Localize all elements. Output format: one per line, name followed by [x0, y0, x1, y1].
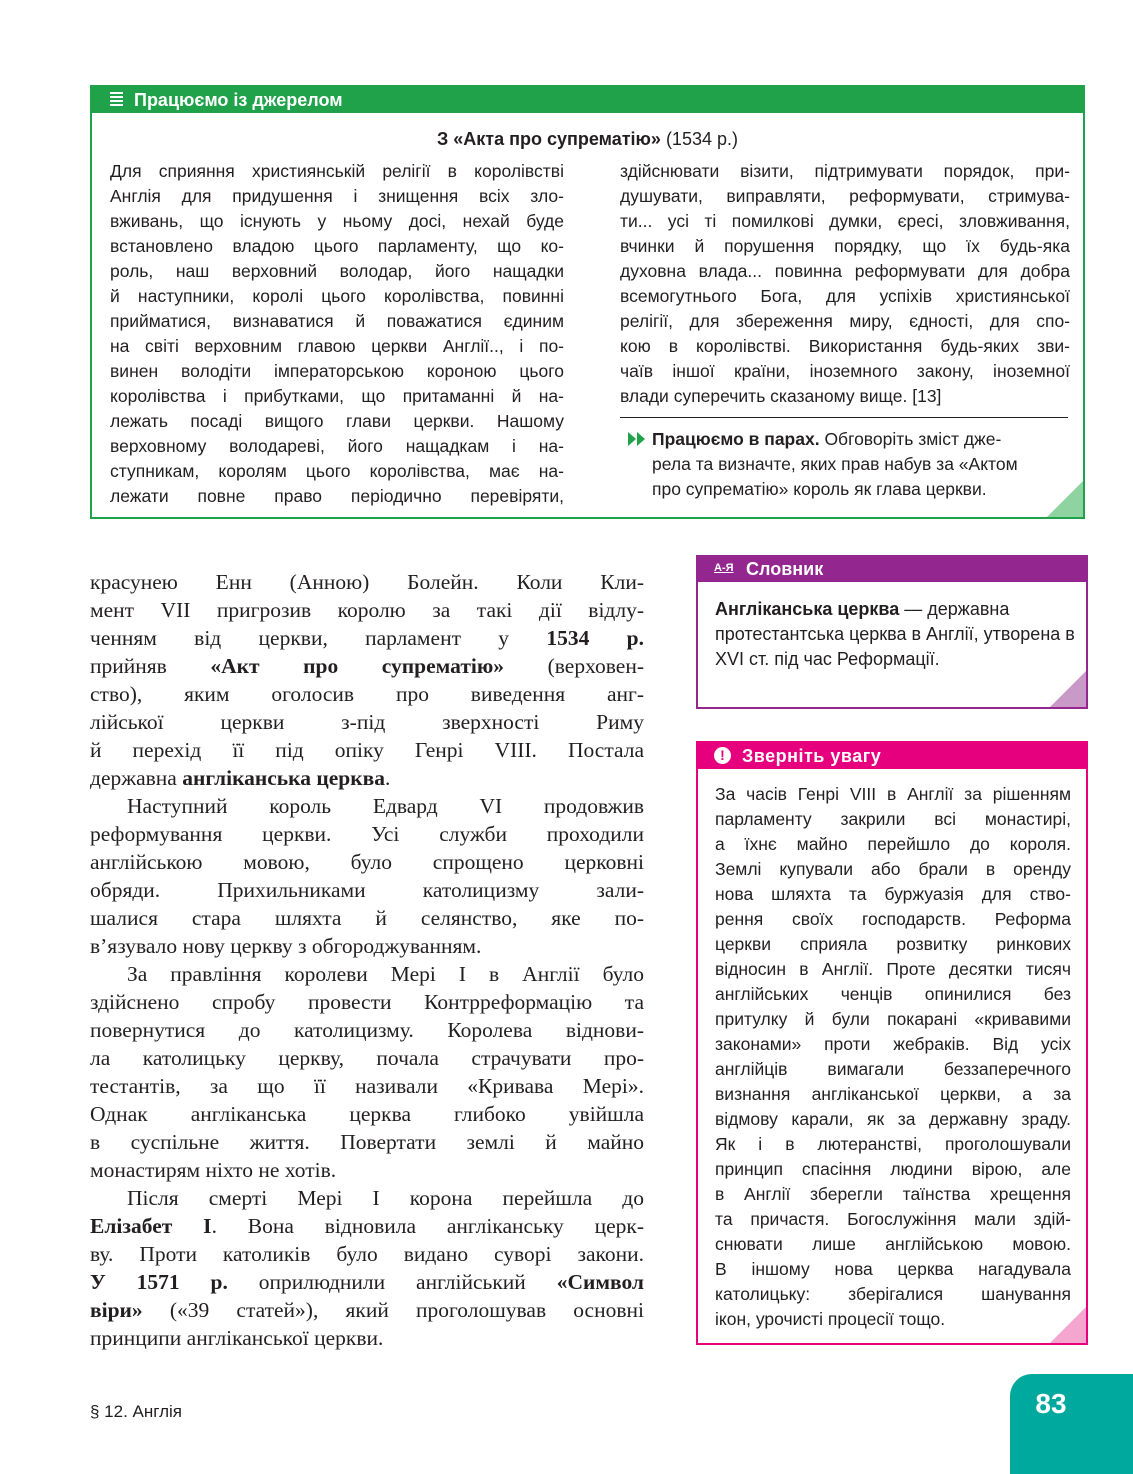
- attention-line: англійців вимагали беззаперечного: [715, 1059, 1071, 1079]
- paragraph-line: [90, 708, 644, 736]
- source-title: [92, 129, 1083, 150]
- paragraph-line: англійською мовою, було спрощено церковні: [90, 850, 644, 874]
- source-line: духовна влада... повинна реформувати для добра: [620, 261, 1070, 281]
- paragraph-line: [90, 1268, 644, 1296]
- corner-decoration: [1050, 1307, 1086, 1343]
- attention-box: [696, 741, 1088, 1345]
- text-run: прийняв: [90, 654, 211, 678]
- text-run: Після смерті Мері I корона перейшла до: [127, 1186, 644, 1210]
- source-line: ти... усі ті помилкові думки, єресі, зловживання,: [620, 211, 1070, 231]
- paragraph-line: [90, 736, 644, 764]
- attention-line: рення своїх господарств. Реформа: [715, 909, 1071, 929]
- source-line: душувати, виправляти, реформувати, стримува-: [620, 186, 1070, 206]
- page-number: 83: [1035, 1388, 1067, 1419]
- source-line: прийматися, визнаватися й поважатися єдиним: [110, 311, 564, 331]
- bold-term: У 1571 р.: [90, 1270, 228, 1294]
- paragraph-line: [90, 1240, 644, 1268]
- attention-line: снювати лише англійською мовою.: [715, 1234, 1071, 1254]
- source-line: винен володіти імператорською короною цього: [110, 361, 564, 381]
- paragraph-line: [90, 1184, 644, 1212]
- text-run: ство), яким оголосив про виведення анг-: [90, 682, 644, 706]
- page-number-tab: [1010, 1374, 1133, 1474]
- glossary-entry: [715, 597, 1075, 672]
- source-line: влади суперечить сказаному вище. [13]: [620, 386, 942, 406]
- text-run: («39 статей»), який проголошував основні: [142, 1298, 644, 1322]
- attention-line: В іншому нова церква нагадувала: [715, 1259, 1071, 1279]
- paragraph-line: в суспільне життя. Повертати землі й майно: [90, 1130, 644, 1154]
- corner-decoration: [1047, 481, 1083, 517]
- source-line: королівства і прибутками, що притаманні й на-: [110, 386, 564, 406]
- source-line: встановлено владою цього парламенту, що ко-: [110, 236, 564, 256]
- text-run: красунею Енн (Анною) Болейн. Коли Кли-: [90, 570, 644, 594]
- attention-line: притулку й були покарані «кривавими: [715, 1009, 1071, 1029]
- text-run: принципи англіканської церкви.: [90, 1326, 384, 1350]
- attention-header: [698, 743, 1086, 769]
- source-header-title: Працюємо із джерелом: [134, 90, 343, 110]
- attention-line: принцип спасіння людини вірою, але: [715, 1159, 1071, 1179]
- divider: [620, 417, 1068, 418]
- attention-line: визнання англіканської церкви, а за: [715, 1084, 1071, 1104]
- attention-line: а їхнє майно перейшло до короля.: [715, 834, 1071, 854]
- attention-title: Зверніть увагу: [742, 746, 882, 766]
- paragraph-line: шалися стара шляхта й селянство, яке по-: [90, 906, 644, 930]
- attention-line: англійських ченців опинилися без: [715, 984, 1071, 1004]
- source-line: й наступники, королі цього королівства, повинні: [110, 286, 564, 306]
- attention-line: Як і в лютеранстві, проголошували: [715, 1134, 1071, 1154]
- glossary-title: Словник: [746, 559, 824, 579]
- paragraph-line: [90, 680, 644, 708]
- double-arrow-icon: [628, 432, 648, 446]
- source-line: Для сприяння християнській релігії в королівстві: [110, 161, 564, 181]
- pair-work-text: рела та визначте, яких прав набув за «Актом: [652, 454, 1018, 474]
- paragraph-line: тестантів, за що її називали «Кривава Мері».: [90, 1074, 644, 1098]
- attention-line: парламенту закрили всі монастирі,: [715, 809, 1071, 829]
- paragraph-line: Однак англіканська церква глибоко увійшла: [90, 1102, 644, 1126]
- main-text: [90, 568, 644, 1352]
- paragraph-line: [90, 764, 644, 792]
- source-line: роль, наш верховний володар, його нащадки: [110, 261, 564, 281]
- dictionary-icon: А-Я: [714, 562, 734, 574]
- paragraph-line: монастирям ніхто не хотів.: [90, 1158, 337, 1182]
- bold-term: «Акт про супрематію»: [210, 654, 505, 678]
- attention-line: в Англії зберегли таїнства хрещення: [715, 1184, 1071, 1204]
- text-run: й перехід її під опіку Генрі VIII. Постала: [90, 738, 644, 762]
- paragraph-line: [90, 596, 644, 624]
- glossary-term: Англіканська церква: [715, 599, 900, 619]
- attention-line: Землі купували або брали в оренду: [715, 859, 1071, 879]
- paragraph-line: обряди. Прихильниками католицизму зали-: [90, 878, 644, 902]
- text-run: (верховен-: [504, 654, 644, 678]
- text-run: державна: [90, 766, 183, 790]
- source-line: Англія для придушення і знищення всіх зло-: [110, 186, 564, 206]
- source-line: здійснювати візити, підтримувати порядок, при-: [620, 161, 1070, 181]
- text-run: оприлюднили англійський: [227, 1270, 557, 1294]
- paragraph-line: [90, 1212, 644, 1240]
- attention-line: ікон, урочисті процесії тощо.: [715, 1309, 946, 1329]
- pair-work-label: Працюємо в парах.: [652, 429, 820, 449]
- bold-term: «Символ: [556, 1270, 644, 1294]
- source-line: вживань, що існують у ньому досі, нехай буде: [110, 211, 564, 231]
- text-run: ву. Проти католиків було видано суворі закони.: [90, 1242, 644, 1266]
- glossary-box: [696, 555, 1088, 709]
- attention-line: відносин в Англії. Проте десятки тисяч: [715, 959, 1071, 979]
- glossary-definition: — державна протестантська церква в Англії, утворена в XVI ст. під час Реформації.: [715, 599, 1075, 669]
- paragraph-line: [90, 568, 644, 596]
- document-icon: [110, 92, 123, 108]
- paragraph-line: повернутися до католицизму. Королева віднови-: [90, 1018, 644, 1042]
- source-line: ступникам, королям цього королівства, має на-: [110, 461, 564, 481]
- attention-line: За часів Генрі VIII в Англії за рішенням: [715, 784, 1071, 804]
- paragraph-line: За правління королеви Мері I в Англії було: [127, 962, 644, 986]
- source-line: лежать посаді вищого глави церкви. Нашому: [110, 411, 564, 431]
- source-line: верховному володареві, його нащадкам і на-: [110, 436, 564, 456]
- text-run: .: [385, 766, 391, 790]
- bold-term: віри»: [90, 1298, 143, 1322]
- attention-line: та причастя. Богослужіння мали здій-: [715, 1209, 1071, 1229]
- attention-line: католицьку: зберігалися шанування: [715, 1284, 1071, 1304]
- text-run: лійської церкви з-під зверхності Риму: [90, 710, 644, 734]
- paragraph-line: [90, 624, 644, 652]
- bold-term: англіканська церква: [182, 766, 385, 790]
- attention-line: законами» проти жебраків. Від усіх: [715, 1034, 1071, 1054]
- exclamation-icon: !: [714, 747, 731, 764]
- source-text-left: [110, 159, 564, 509]
- pair-work-text: Обговоріть зміст дже-: [819, 429, 1002, 449]
- source-line: релігії, для збереження миру, єдності, для спо-: [620, 311, 1070, 331]
- paragraph-line: [90, 1324, 644, 1352]
- text-run: ченням від церкви, парламент у: [90, 626, 547, 650]
- source-box: [90, 85, 1085, 519]
- paragraph-line: [90, 1296, 644, 1324]
- paragraph-line: реформування церкви. Усі служби проходили: [90, 822, 644, 846]
- paragraph-line: [90, 652, 644, 680]
- source-line: вчинки й порушення порядку, що їх будь-яка: [620, 236, 1070, 256]
- source-line: лежати повне право періодично перевіряти,: [110, 486, 564, 506]
- text-run: . Вона відновила англіканську церк-: [211, 1214, 645, 1238]
- source-line: всемогутнього Бога, для успіхів християнської: [620, 286, 1070, 306]
- source-title-year: (1534 р.): [660, 129, 738, 149]
- source-line: кою в королівстві. Використання будь-яких зви-: [620, 336, 1070, 356]
- source-title-main: З «Акта про супрематію»: [437, 129, 661, 149]
- paragraph-line: здійснено спробу провести Контрреформацію та: [90, 990, 644, 1014]
- attention-line: відмову карали, як за державну зраду.: [715, 1109, 1071, 1129]
- source-line: чаїв іншої країни, іноземного закону, іноземної: [620, 361, 1070, 381]
- source-header: [92, 87, 1083, 113]
- paragraph-line: в’язувало нову церкву з обгороджуванням.: [90, 934, 482, 958]
- paragraph-line: ла католицьку церкву, почала страчувати про-: [90, 1046, 644, 1070]
- glossary-header: [698, 557, 1086, 582]
- section-footer: § 12. Англія: [90, 1402, 182, 1421]
- attention-text: [715, 782, 1071, 1332]
- bold-term: Елізабет I: [90, 1214, 212, 1238]
- paragraph-line: Наступний король Едвард VI продовжив: [127, 794, 644, 818]
- attention-line: церкви сприяла розвитку ринкових: [715, 934, 1071, 954]
- source-line: на світі верховним главою церкви Англії.., і по-: [110, 336, 564, 356]
- attention-line: нова шляхта та буржуазія для ство-: [715, 884, 1071, 904]
- pair-work-text: про супрематію» король як глава церкви.: [652, 479, 987, 499]
- corner-decoration: [1050, 671, 1086, 707]
- source-text-right: [620, 159, 1070, 409]
- text-run: мент VII пригрозив королю за такі дії відлу-: [90, 598, 644, 622]
- bold-term: 1534 р.: [546, 626, 644, 650]
